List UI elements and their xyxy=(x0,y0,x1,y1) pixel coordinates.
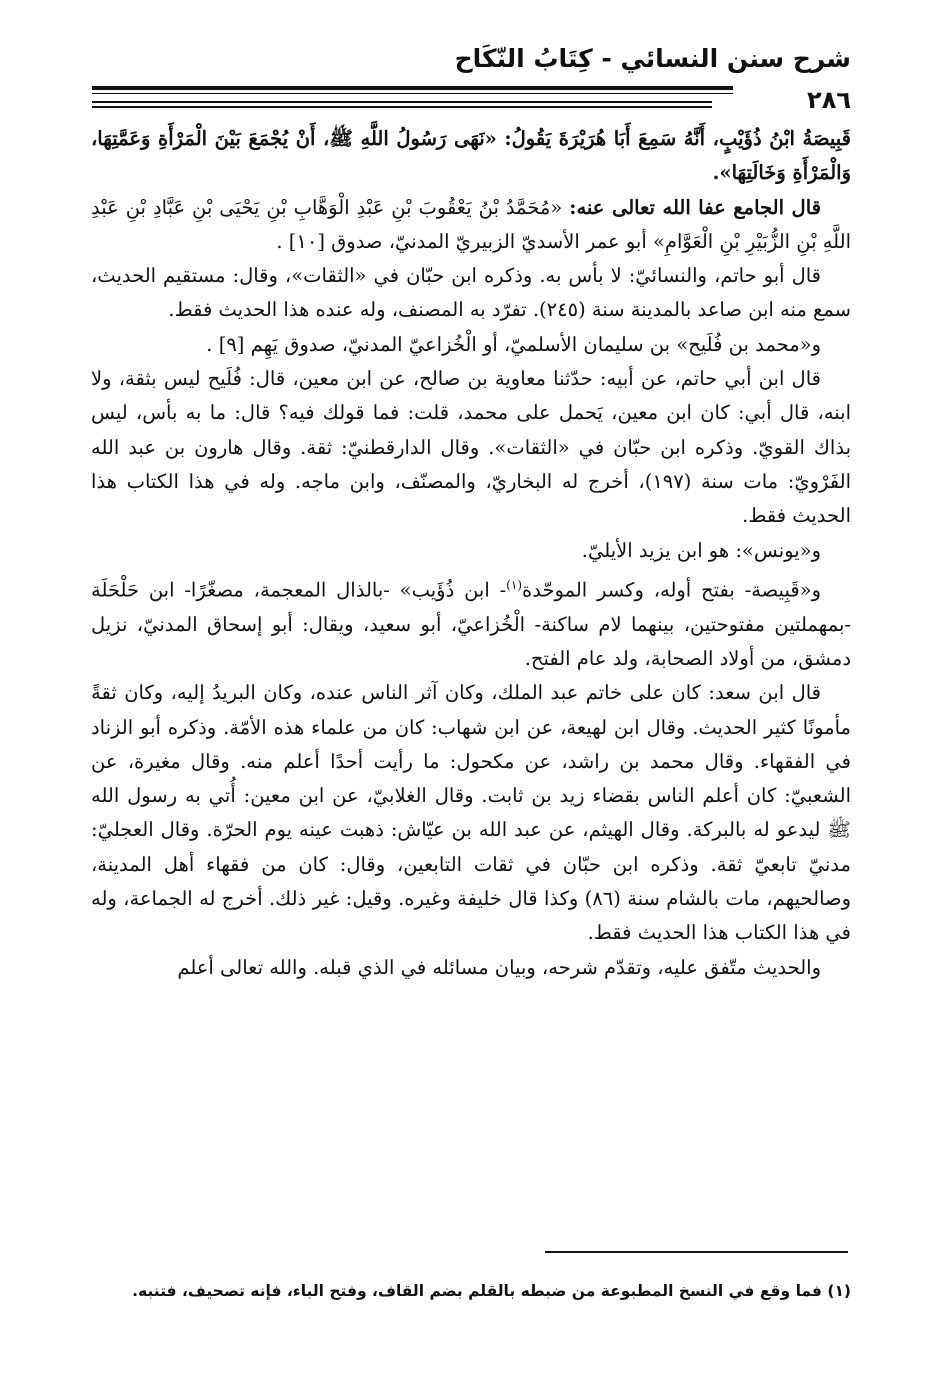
footnote-divider xyxy=(545,1251,848,1253)
paragraph: و«قَبِيصة- بفتح أوله، وكسر الموحّدة$^{(١)}$- ابن ذُؤَيب» -بالذال المعجمة، مصغّرًا- ابن حَلْحَلَة -بمهملتين مفتوحتين، بينهما لام ساكنة- الْخُزاعيّ، أبو سعيد، ويقال: أبو إسحاق المدنيّ، نزيل دمشق، من أولاد الصحابة، ولد عام الفتح. xyxy=(91,577,851,670)
compiler-lead: قال الجامع عفا الله تعالى عنه: xyxy=(569,195,821,219)
footnote-marker: (١) xyxy=(506,577,522,592)
paragraph: و«يونس»: هو ابن يزيد الأيليّ. xyxy=(581,538,821,562)
page-number-rule-top xyxy=(92,101,712,103)
paragraph: و«محمد بن فُلَيح» بن سليمان الأسلميّ، أو الْخُزاعيّ المدنيّ، صدوق يَهِم [٩] . xyxy=(206,332,821,356)
page-number: ٢٨٦ xyxy=(733,86,851,114)
paragraph: قال ابن سعد: كان على خاتم عبد الملك، وكان آثر الناس عنده، وكان البريدُ إليه، وكان ثقةً مأمونًا كثير الحديث. وقال ابن لهيعة، عن ابن شهاب: كان من علماء هذه الأمّة. وذكره أبو الزناد في الفقهاء. وقال محمد بن راشد، عن مكحول: ما رأيت أحدًا أعلم منه. وقال مغيرة، عن الشعبيّ: كان أعلم الناس بقضاء زيد بن ثابت. وقال الغلابيّ، عن ابن معين: أُتي به رسول الله ﷺ ليدعو له بالبركة. وقال الهيثم، عن عبد الله بن عيّاش: ذهبت عينه يوم الحرّة. وقال العجليّ: مدنيّ تابعيّ ثقة. وذكره ابن حبّان في ثقات التابعين، وقال: كان من فقهاء أهل المدينة، وصالحيهم، مات بالشام سنة (٨٦) وكذا قال خليفة وغيره. وقيل: غير ذلك. أخرج له الجماعة، وله في هذا الكتاب هذا الحديث فقط. xyxy=(91,681,851,945)
running-title: شرح سنن النسائي - كِتَابُ النّكَاح xyxy=(454,44,851,73)
paragraph: والحديث متّفق عليه، وتقدّم شرحه، وبيان مسائله في الذي قبله. والله تعالى أعلم xyxy=(177,955,821,979)
main-text xyxy=(91,122,851,985)
footnote: (١) فما وقع في النسخ المطبوعة من ضبطه بالقلم بضم القاف، وفتح الباء، فإنه تصحيف، فتنبه. xyxy=(132,1282,851,1300)
paragraph: قال الجامع عفا الله تعالى عنه: «مُحَمَّدُ بْنُ يَعْقُوبَ بْنِ عَبْدِ الْوَهَّابِ بْنِ يَحْيَى بْنِ عَبَّادِ بْنِ عَبْدِ اللَّهِ بْنِ الزُّبَيْرِ بْنِ الْعَوَّامِ» أبو عمر الأسديّ الزبيريّ المدنيّ، صدوق [١٠] . xyxy=(91,195,851,253)
hadith-text: قَبِيصَةُ ابْنُ ذُؤَيْبٍ، أَنَّهُ سَمِعَ أَبَا هُرَيْرَةَ يَقُولُ: «نَهَى رَسُولُ اللَّهِ ﷺ، أَنْ يُجْمَعَ بَيْنَ الْمَرْأَةِ وَعَمَّتِهَا، وَالْمَرْأَةِ وَخَالَتِهَا». xyxy=(91,127,851,185)
paragraph: قال أبو حاتم، والنسائيّ: لا بأس به. وذكره ابن حبّان في «الثقات»، وقال: مستقيم الحديث، سمع منه ابن صاعد بالمدينة سنة (٢٤٥). تفرّد به المصنف، وله عنده هذا الحديث فقط. xyxy=(91,264,851,322)
page-number-rule-bottom xyxy=(92,106,712,108)
paragraph: قال ابن أبي حاتم، عن أبيه: حدّثنا معاوية بن صالح، عن ابن معين، قال: فُلَيح ليس بثقة، ولا ابنه، قال أبي: كان ابن معين، يَحمل على محمد، قلت: فما قولك فيه؟ قال: ما به بأس، ليس بذاك القويّ. وذكره ابن حبّان في «الثقات». وقال الدارقطنيّ: ثقة. وقال هارون بن عبد الله الفَرْويّ: مات سنة (١٩٧)، أخرج له البخاريّ، والمصنّف، وابن ماجه. وله في هذا الكتاب هذا الحديث فقط. xyxy=(91,367,852,528)
